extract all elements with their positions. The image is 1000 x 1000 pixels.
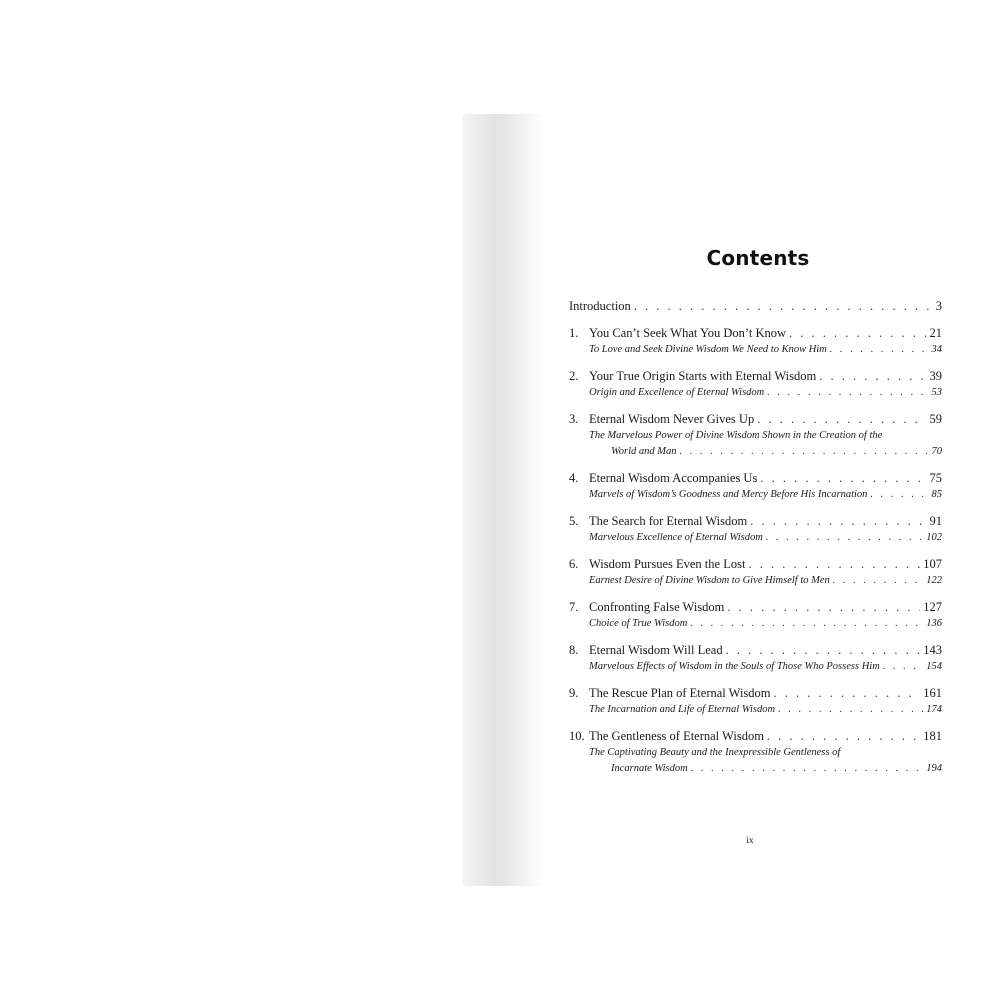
page-title: Contents <box>706 246 810 270</box>
dot-leader <box>680 444 929 460</box>
page-number: ix <box>746 836 754 846</box>
dot-leader <box>690 616 923 632</box>
table-of-contents <box>569 298 942 787</box>
subentry-page: 122 <box>926 575 942 586</box>
toc-chapter-9 <box>569 685 942 718</box>
subentry-page: 154 <box>926 661 942 672</box>
toc-chapter-1 <box>569 325 942 358</box>
subentry-title: Earnest Desire of Divine Wisdom to Give Himself to Men <box>589 575 830 586</box>
chapter-title: Eternal Wisdom Accompanies Us <box>589 471 758 485</box>
subentry-title: World and Man <box>611 446 677 457</box>
toc-entry[interactable] <box>569 728 942 745</box>
chapter-title: Confronting False Wisdom <box>589 600 725 614</box>
subentry-title: The Incarnation and Life of Eternal Wisdom <box>589 704 776 715</box>
toc-chapter-8 <box>569 642 942 675</box>
chapter-title: Wisdom Pursues Even the Lost <box>589 557 746 571</box>
subentry-page: 194 <box>926 763 942 774</box>
subentry-title: Marvelous Excellence of Eternal Wisdom <box>589 532 763 543</box>
chapter-number: 7. <box>569 600 579 614</box>
dot-leader <box>833 573 923 589</box>
toc-chapter-2 <box>569 368 942 401</box>
toc-chapter-5 <box>569 513 942 546</box>
toc-entry[interactable] <box>569 470 942 487</box>
toc-entry[interactable] <box>569 325 942 342</box>
toc-subentry[interactable] <box>569 659 942 675</box>
dot-leader <box>760 470 926 487</box>
subentry-title: Incarnate Wisdom <box>611 763 688 774</box>
toc-entry-page: 3 <box>935 299 942 313</box>
dot-leader <box>830 342 929 358</box>
toc-subentry[interactable] <box>569 342 942 358</box>
chapter-number: 10. <box>569 729 585 743</box>
chapter-title: Eternal Wisdom Never Gives Up <box>589 412 755 426</box>
dot-leader <box>691 761 924 777</box>
dot-leader <box>789 325 926 342</box>
toc-entry[interactable] <box>569 411 942 428</box>
toc-entry[interactable] <box>569 642 942 659</box>
chapter-number: 6. <box>569 557 579 571</box>
chapter-title: The Search for Eternal Wisdom <box>589 514 748 528</box>
toc-entry-title: Introduction <box>569 299 631 313</box>
chapter-title: Eternal Wisdom Will Lead <box>589 643 723 657</box>
subentry-title: Marvels of Wisdom’s Goodness and Mercy Before His Incarnation <box>589 489 868 500</box>
chapter-number: 3. <box>569 412 579 426</box>
subentry-title: Choice of True Wisdom <box>589 618 688 629</box>
chapter-number: 2. <box>569 369 579 383</box>
toc-subentry[interactable] <box>569 444 942 460</box>
dot-leader <box>819 368 926 385</box>
dot-leader <box>767 385 928 401</box>
toc-entry[interactable] <box>569 556 942 573</box>
toc-entry[interactable] <box>569 599 942 616</box>
chapter-page: 75 <box>929 471 942 485</box>
subentry-page: 85 <box>931 489 942 500</box>
chapter-number: 5. <box>569 514 579 528</box>
dot-leader <box>767 728 920 745</box>
dot-leader <box>726 642 921 659</box>
subentry-title: Origin and Excellence of Eternal Wisdom <box>589 387 765 398</box>
dot-leader <box>766 530 923 546</box>
page-gutter-shadow <box>462 114 546 886</box>
toc-subentry[interactable] <box>569 702 942 718</box>
chapter-page: 39 <box>929 369 942 383</box>
dot-leader <box>883 659 923 675</box>
chapter-title: You Can’t Seek What You Don’t Know <box>589 326 787 340</box>
subentry-page: 174 <box>926 704 942 715</box>
toc-entry[interactable] <box>569 513 942 530</box>
toc-subentry-line-1[interactable]: The Marvelous Power of Divine Wisdom Shown in the Creation of the <box>589 430 883 441</box>
chapter-page: 161 <box>923 686 942 700</box>
chapter-number: 1. <box>569 326 579 340</box>
chapter-title: Your True Origin Starts with Eternal Wisdom <box>589 369 817 383</box>
subentry-title: To Love and Seek Divine Wisdom We Need to Know Him <box>589 344 827 355</box>
dot-leader <box>727 599 920 616</box>
toc-chapter-10 <box>569 728 942 777</box>
toc-subentry[interactable] <box>569 573 942 589</box>
dot-leader <box>634 298 933 315</box>
toc-subentry-line-1[interactable]: The Captivating Beauty and the Inexpressible Gentleness of <box>589 747 841 758</box>
toc-subentry[interactable] <box>569 530 942 546</box>
dot-leader <box>757 411 926 428</box>
toc-subentry[interactable] <box>569 487 942 503</box>
subentry-page: 53 <box>931 387 942 398</box>
dot-leader <box>778 702 923 718</box>
subentry-page: 102 <box>926 532 942 543</box>
toc-chapter-7 <box>569 599 942 632</box>
chapter-page: 181 <box>923 729 942 743</box>
toc-chapter-6 <box>569 556 942 589</box>
toc-chapter-4 <box>569 470 942 503</box>
toc-subentry[interactable] <box>569 616 942 632</box>
subentry-page: 70 <box>931 446 942 457</box>
book-page <box>462 114 1000 886</box>
dot-leader <box>748 556 920 573</box>
dot-leader <box>750 513 926 530</box>
chapter-page: 107 <box>923 557 942 571</box>
toc-chapter-3 <box>569 411 942 460</box>
subentry-page: 136 <box>926 618 942 629</box>
toc-subentry[interactable] <box>569 761 942 777</box>
chapter-page: 143 <box>923 643 942 657</box>
chapter-page: 59 <box>929 412 942 426</box>
subentry-title: Marvelous Effects of Wisdom in the Souls of Those Who Possess Him <box>589 661 880 672</box>
chapter-number: 4. <box>569 471 579 485</box>
chapter-page: 91 <box>929 514 942 528</box>
dot-leader <box>774 685 921 702</box>
chapter-page: 21 <box>929 326 942 340</box>
chapter-number: 9. <box>569 686 579 700</box>
toc-entry[interactable] <box>569 368 942 385</box>
chapter-page: 127 <box>923 600 942 614</box>
toc-subentry[interactable] <box>569 385 942 401</box>
toc-entry-introduction[interactable] <box>569 298 942 315</box>
chapter-title: The Gentleness of Eternal Wisdom <box>589 729 764 743</box>
toc-entry[interactable] <box>569 685 942 702</box>
chapter-title: The Rescue Plan of Eternal Wisdom <box>589 686 771 700</box>
subentry-page: 34 <box>931 344 942 355</box>
chapter-number: 8. <box>569 643 579 657</box>
dot-leader <box>870 487 928 503</box>
